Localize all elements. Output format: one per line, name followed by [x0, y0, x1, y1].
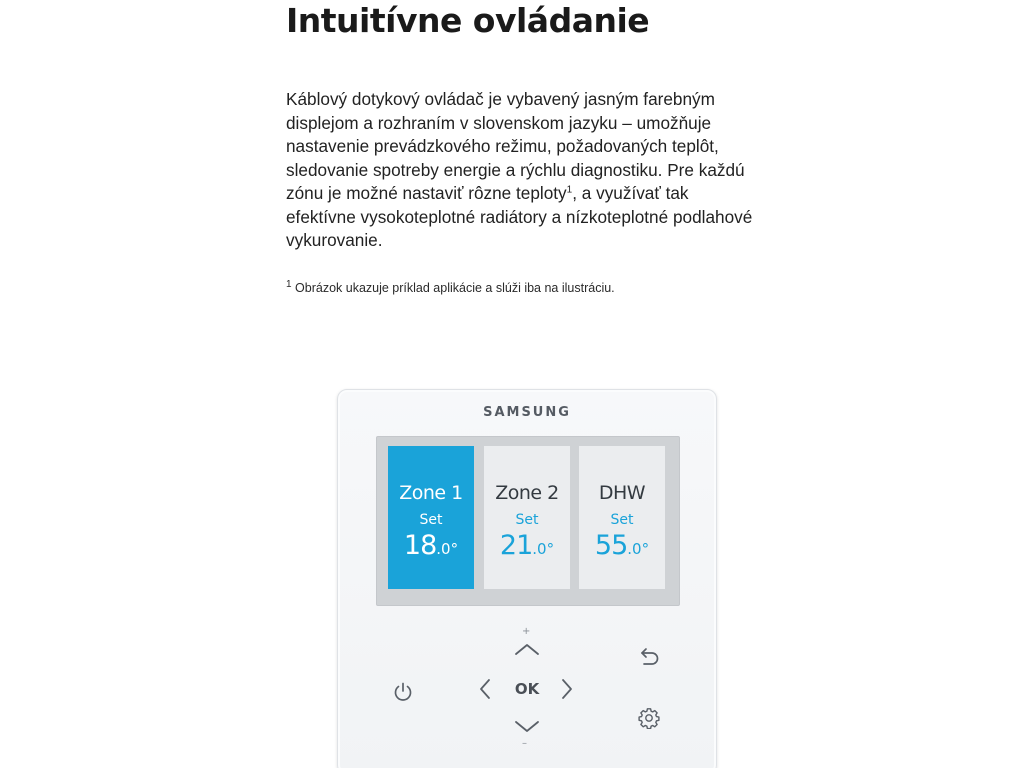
- zone-tile-zone2[interactable]: [484, 446, 570, 589]
- wired-controller-device: [337, 389, 717, 768]
- zone-tile-dhw[interactable]: [579, 446, 665, 589]
- zone-set-temperature: [388, 530, 474, 561]
- zone-set-label: Set: [515, 512, 539, 528]
- footnote-mark: 1: [286, 278, 292, 290]
- back-arrow-icon: [637, 647, 661, 667]
- gear-icon: [638, 707, 660, 729]
- chevron-up-icon: [514, 642, 540, 656]
- zone-name: Zone 1: [399, 482, 463, 504]
- zone-name: Zone 2: [495, 482, 559, 504]
- power-button[interactable]: [388, 677, 418, 707]
- minus-indicator: –: [522, 738, 527, 749]
- description-text: Káblový dotykový ovládač je vybavený jasným farebným displejom a rozhraním v slovenskom jazyku – umožňuje nastavenie prevádzkového režimu, požadovaných teplôt, sledovanie spotreby energie a rýchlu diagnostiku. Pre každú zónu je možné nastaviť rôzne teploty: [286, 89, 745, 203]
- zone-temp-unit: .0°: [532, 540, 555, 558]
- chevron-down-icon: [514, 720, 540, 734]
- zone-set-label: Set: [610, 512, 634, 528]
- down-button[interactable]: [511, 716, 543, 738]
- power-icon: [392, 681, 414, 703]
- zone-temp-value: 55: [594, 530, 628, 561]
- right-button[interactable]: [556, 676, 578, 702]
- chevron-right-icon: [561, 678, 573, 700]
- ok-button[interactable]: [505, 677, 549, 701]
- brand-logo: SAMSUNG: [483, 405, 571, 420]
- controller-display: [376, 436, 680, 606]
- left-button[interactable]: [474, 676, 496, 702]
- footnote: [286, 278, 615, 295]
- zone-set-label: Set: [419, 512, 443, 528]
- zone-set-temperature: [484, 530, 570, 561]
- description-text-tail: , a využívať tak efektívne vysokoteplotné radiátory a nízkoteplotné podlahové vykurovanie.: [286, 183, 753, 250]
- settings-button[interactable]: [634, 703, 664, 733]
- up-button[interactable]: [511, 638, 543, 660]
- zone-set-temperature: [579, 530, 665, 561]
- zone-temp-unit: .0°: [436, 540, 459, 558]
- ok-button-label: OK: [514, 680, 540, 698]
- zone-name: DHW: [598, 482, 646, 504]
- zone-tile-zone1[interactable]: [388, 446, 474, 589]
- footnote-reference: 1: [566, 184, 573, 196]
- back-button[interactable]: [634, 644, 664, 670]
- footnote-text: Obrázok ukazuje príklad aplikácie a slúži iba na ilustráciu.: [291, 281, 615, 295]
- zone-temp-value: 18: [403, 530, 437, 561]
- zone-temp-value: 21: [499, 530, 533, 561]
- zone-temp-unit: .0°: [627, 540, 650, 558]
- description-paragraph: [286, 88, 756, 253]
- plus-indicator: +: [522, 626, 531, 637]
- chevron-left-icon: [479, 678, 491, 700]
- page-title: Intuitívne ovládanie: [286, 1, 650, 40]
